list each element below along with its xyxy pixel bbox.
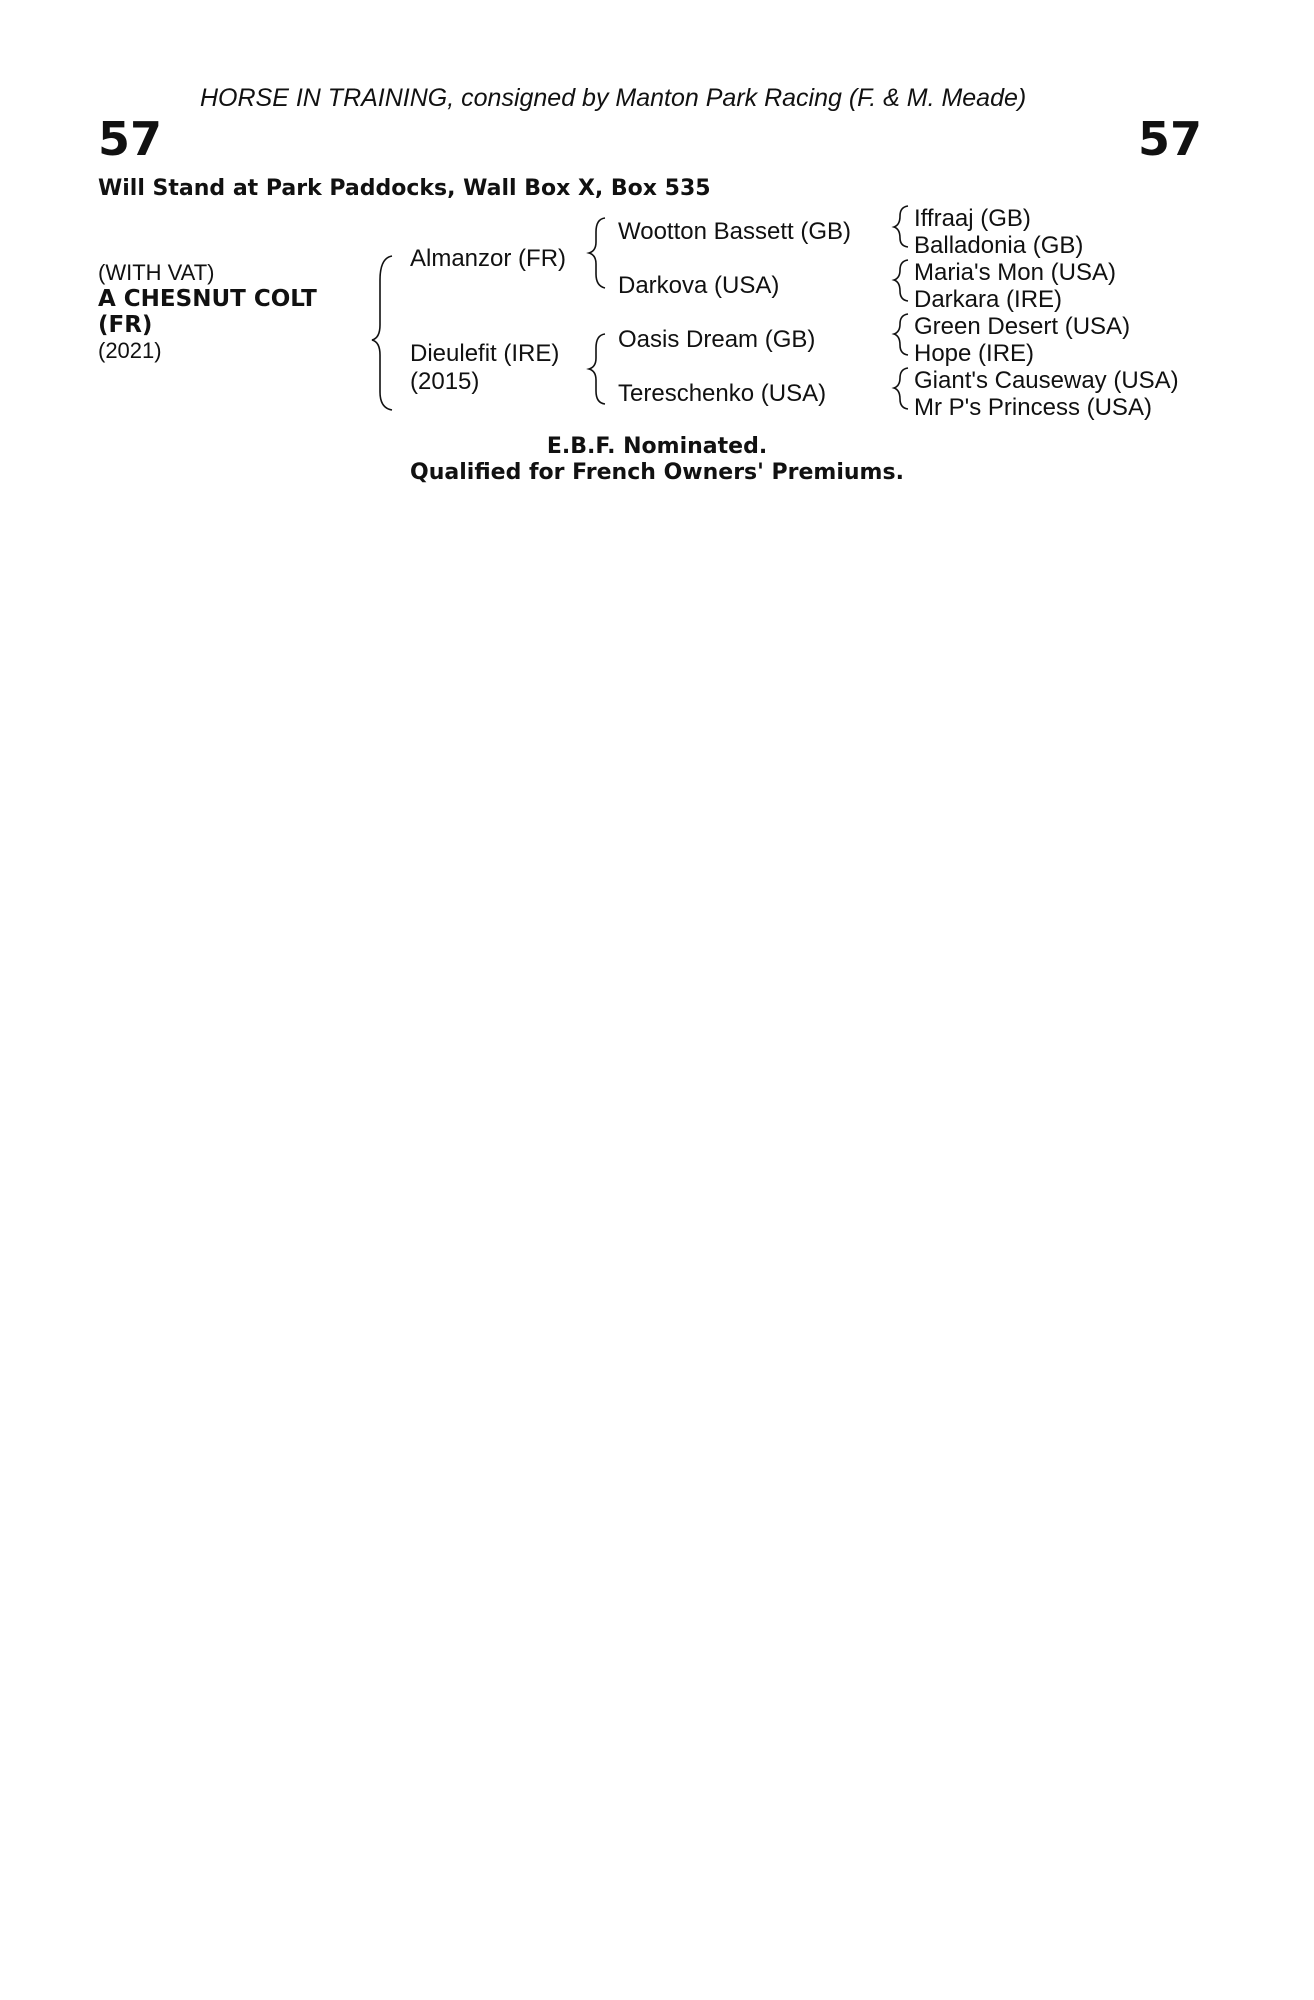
horse-name-suffix: (FR)	[98, 312, 153, 338]
pedigree-sire-dam: Darkova (USA)	[618, 272, 780, 299]
page-header: HORSE IN TRAINING, consigned by Manton Park Racing (F. & M. Meade)	[200, 84, 1027, 112]
pedigree-sss: Iffraaj (GB)	[914, 205, 1031, 232]
pedigree-dam: Dieulefit (IRE)	[410, 340, 560, 367]
pedigree-sire: Almanzor (FR)	[410, 245, 567, 272]
horse-year: (2021)	[98, 338, 162, 363]
pedigree-dsd: Hope (IRE)	[914, 340, 1035, 367]
pedigree-ddd: Mr P's Princess (USA)	[914, 394, 1152, 421]
stand-location: Will Stand at Park Paddocks, Wall Box X, Box 535	[98, 176, 711, 201]
pedigree-sire-sire: Wootton Bassett (GB)	[618, 218, 851, 245]
ebf-note: E.B.F. Nominated.	[546, 434, 768, 459]
pedigree-dam-dam: Tereschenko (USA)	[618, 380, 827, 407]
pedigree-ssd: Balladonia (GB)	[914, 232, 1084, 259]
lot-number-left: 57	[98, 112, 163, 166]
horse-name: A CHESNUT COLT	[98, 286, 317, 312]
pedigree-sds: Maria's Mon (USA)	[914, 259, 1116, 286]
pedigree-dds: Giant's Causeway (USA)	[914, 367, 1179, 394]
pedigree-sdd: Darkara (IRE)	[914, 286, 1063, 313]
vat-label: (WITH VAT)	[98, 260, 215, 285]
premiums-note: Qualified for French Owners' Premiums.	[410, 460, 904, 485]
pedigree-dss: Green Desert (USA)	[914, 313, 1131, 340]
lot-number-right: 57	[1137, 112, 1202, 166]
pedigree-dam-sire: Oasis Dream (GB)	[618, 326, 816, 353]
pedigree-dam-year: (2015)	[410, 368, 480, 395]
